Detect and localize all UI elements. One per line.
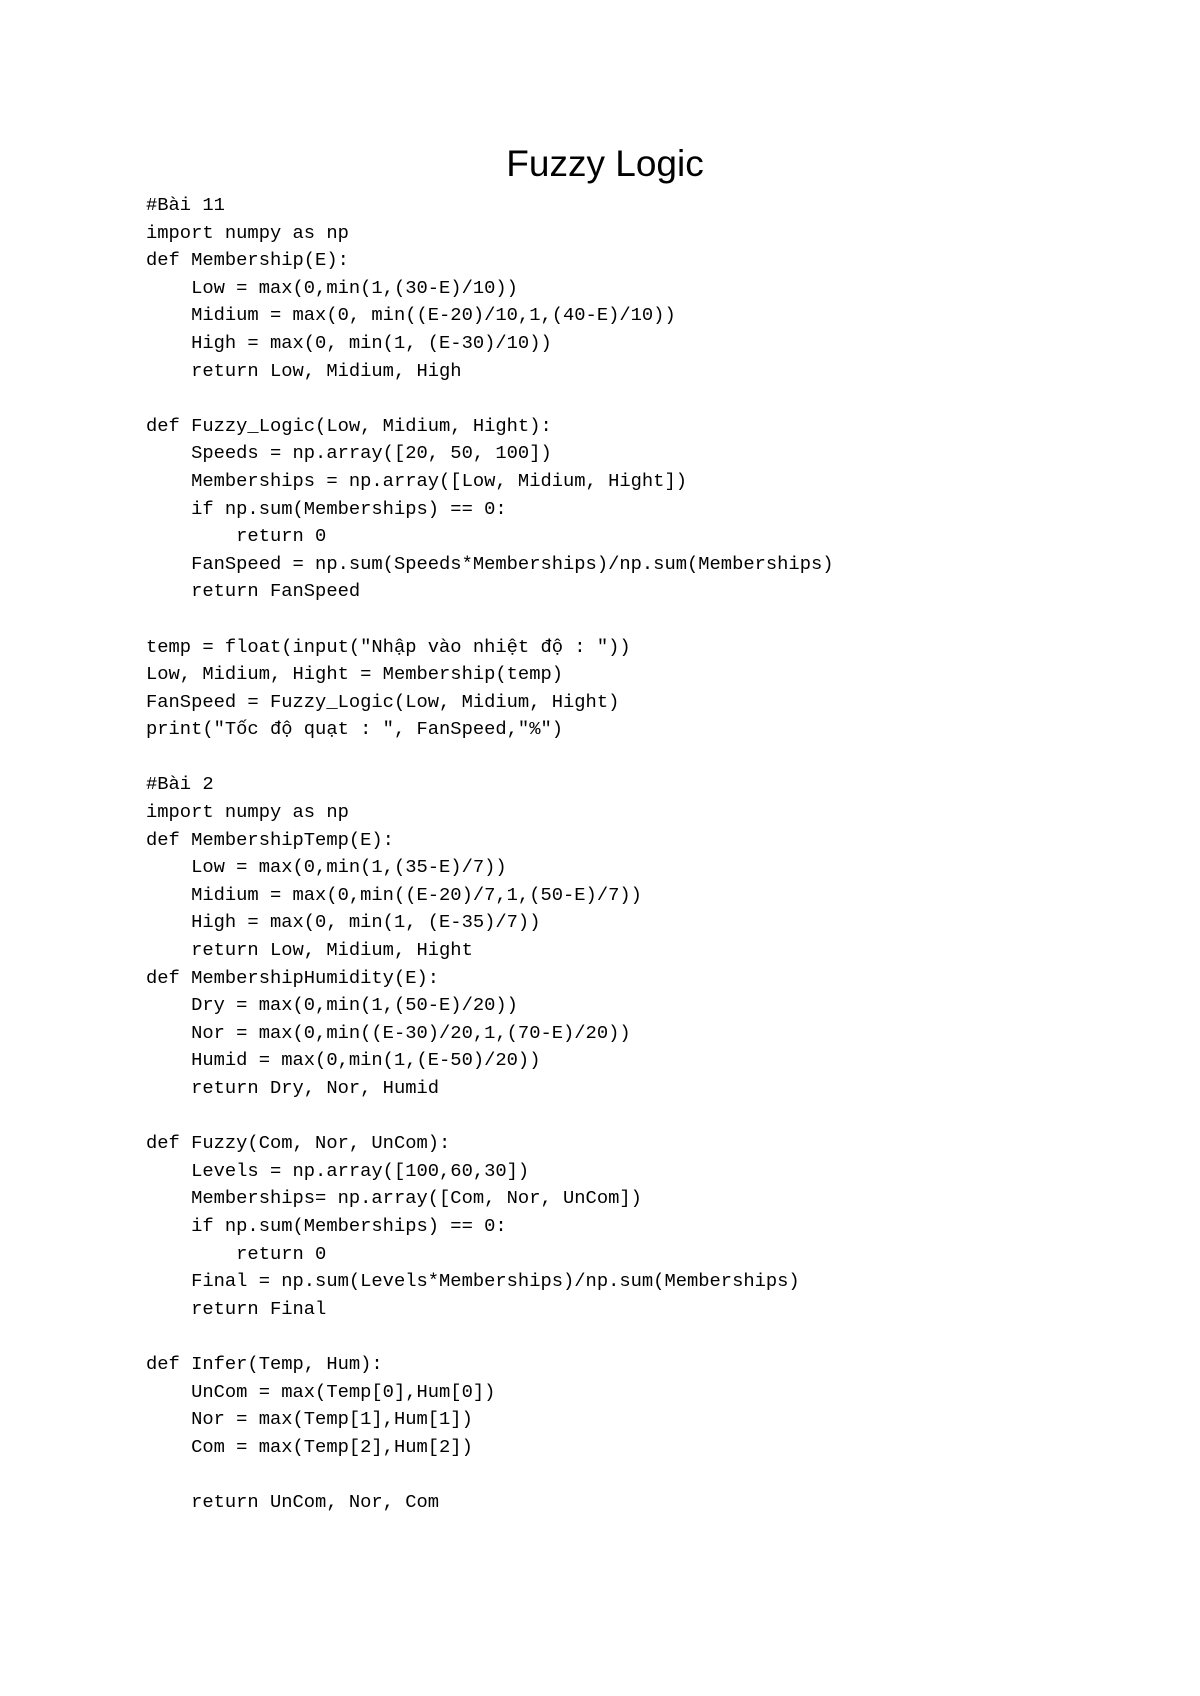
code-line: import numpy as np xyxy=(146,221,349,244)
code-listing xyxy=(146,192,834,1517)
code-line: Low = max(0,min(1,(35-E)/7)) xyxy=(146,856,507,879)
code-line: Speeds = np.array([20, 50, 100]) xyxy=(146,442,552,465)
code-line: Nor = max(Temp[1],Hum[1]) xyxy=(146,1408,473,1431)
code-line: High = max(0, min(1, (E-30)/10)) xyxy=(146,331,552,354)
code-line: def Infer(Temp, Hum): xyxy=(146,1352,383,1375)
code-line: return Low, Midium, Hight xyxy=(146,939,473,962)
code-line: Com = max(Temp[2],Hum[2]) xyxy=(146,1435,473,1458)
code-line: Low, Midium, Hight = Membership(temp) xyxy=(146,663,564,686)
code-line: FanSpeed = np.sum(Speeds*Memberships)/np.sum(Memberships) xyxy=(146,552,834,575)
code-line: def Membership(E): xyxy=(146,249,349,272)
code-line: if np.sum(Memberships) == 0: xyxy=(146,497,507,520)
code-line: Midium = max(0, min((E-20)/10,1,(40-E)/10)) xyxy=(146,304,676,327)
code-line xyxy=(146,385,834,413)
code-line: return 0 xyxy=(146,1242,327,1265)
code-line: Memberships = np.array([Low, Midium, Hight]) xyxy=(146,469,687,492)
code-line: return FanSpeed xyxy=(146,580,361,603)
code-line: Memberships= np.array([Com, Nor, UnCom]) xyxy=(146,1187,642,1210)
code-line: Dry = max(0,min(1,(50-E)/20)) xyxy=(146,994,518,1017)
code-line: #Bài 11 xyxy=(146,194,225,216)
code-line: if np.sum(Memberships) == 0: xyxy=(146,1214,507,1237)
code-line: def Fuzzy(Com, Nor, UnCom): xyxy=(146,1132,451,1155)
code-line: FanSpeed = Fuzzy_Logic(Low, Midium, Hight) xyxy=(146,690,620,713)
code-line: print("Tốc độ quạt : ", FanSpeed,"%") xyxy=(146,718,564,741)
code-line: Midium = max(0,min((E-20)/7,1,(50-E)/7)) xyxy=(146,883,642,906)
document-title: Fuzzy Logic xyxy=(506,143,704,184)
code-line: temp = float(input("Nhập vào nhiệt độ : ")) xyxy=(146,635,631,658)
code-line: return Dry, Nor, Humid xyxy=(146,1077,440,1099)
code-line: Nor = max(0,min((E-30)/20,1,(70-E)/20)) xyxy=(146,1021,631,1044)
code-line: return Final xyxy=(146,1297,327,1320)
code-line xyxy=(146,744,834,772)
code-line xyxy=(146,606,834,634)
code-line: def MembershipHumidity(E): xyxy=(146,966,440,989)
code-line xyxy=(146,1323,834,1351)
code-line: UnCom = max(Temp[0],Hum[0]) xyxy=(146,1380,496,1403)
code-line: #Bài 2 xyxy=(146,773,214,796)
code-line: import numpy as np xyxy=(146,801,349,824)
code-line: Levels = np.array([100,60,30]) xyxy=(146,1159,530,1182)
code-line: Humid = max(0,min(1,(E-50)/20)) xyxy=(146,1049,541,1072)
code-line: def Fuzzy_Logic(Low, Midium, Hight): xyxy=(146,414,552,437)
code-line: return UnCom, Nor, Com xyxy=(146,1490,440,1513)
code-line xyxy=(146,1103,834,1131)
code-line: return 0 xyxy=(146,525,327,548)
code-line: High = max(0, min(1, (E-35)/7)) xyxy=(146,911,541,934)
code-line: return Low, Midium, High xyxy=(146,359,462,382)
code-line: Low = max(0,min(1,(30-E)/10)) xyxy=(146,276,518,299)
code-line: def MembershipTemp(E): xyxy=(146,828,394,851)
code-line xyxy=(146,1461,834,1489)
code-line: Final = np.sum(Levels*Memberships)/np.sum(Memberships) xyxy=(146,1270,800,1293)
